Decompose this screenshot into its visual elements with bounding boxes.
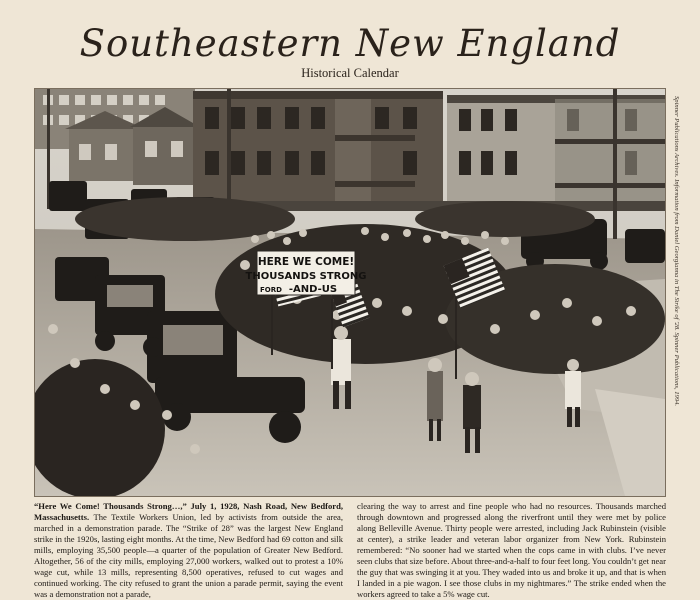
protest-sign: [246, 251, 367, 295]
sign-line-3: -AND-US: [288, 284, 338, 295]
caption-lead: “Here We Come! Thousands Strong…,” July 1, 1928, Nash Road, New Bedford, Massachusetts.: [34, 501, 343, 522]
tenement-building-right: [447, 95, 665, 207]
calendar-subtitle: Historical Calendar: [301, 66, 399, 80]
photo-caption: [34, 501, 666, 599]
caption-column-1: [34, 501, 343, 599]
sign-line-1: HERE WE COME!: [257, 256, 355, 268]
sign-line-2: THOUSANDS STRONG: [245, 271, 367, 282]
sign-fragment: FORD: [260, 286, 282, 294]
caption-body-2: clearing the way to arrest and fine people who had no resources. Thousands marched through downtown and progressed along the riverfront until they were met by police along Belleville Avenue. Thirty people were arrested, including Jack Rubinstein (visible at center), a strike leader and veteran labor organizer from New York. Rubinstein remembered: “No sooner had we started when the cops came in with clubs. I’ve never seen clubs that size before. About three-and-a-half to four feet long. You couldn’t get near the guy that was swinging it at you. They waded into us and broke it up, and that is when I landed in a pie wagon. I see those clubs in my nightmares.” The strike ended when the workers agreed to take a 5% wage cut.: [357, 501, 666, 599]
caption-column-2: [357, 501, 666, 599]
photo-credit: Spinner Publications Archives. Information from Daniel Georgianna in The Strike of '28. Spinner Publications, 1994.: [673, 96, 680, 407]
caption-body-1: The Textile Workers Union, led by activists from outside the area, marched in a demonstration parade. The “Strike of 28” was the largest New England strike in the 1920s, lasting eight months. At the time, New Bedford had 69 cotton and silk mills, employing 35,500 people—a quarter of the population of Greater New Bedford. Altogether, 56 of the city mills, employing 27,000 workers, walked out to protest a 10% wage cut, while 13 mills, representing 8,500 operatives, refused to cut wages and continued working. The city refused to grant the union a parade permit, saying the event was a demonstration not a parade,: [34, 512, 343, 599]
historical-photograph: [34, 88, 666, 497]
calendar-title: Southeastern New England: [79, 22, 621, 65]
